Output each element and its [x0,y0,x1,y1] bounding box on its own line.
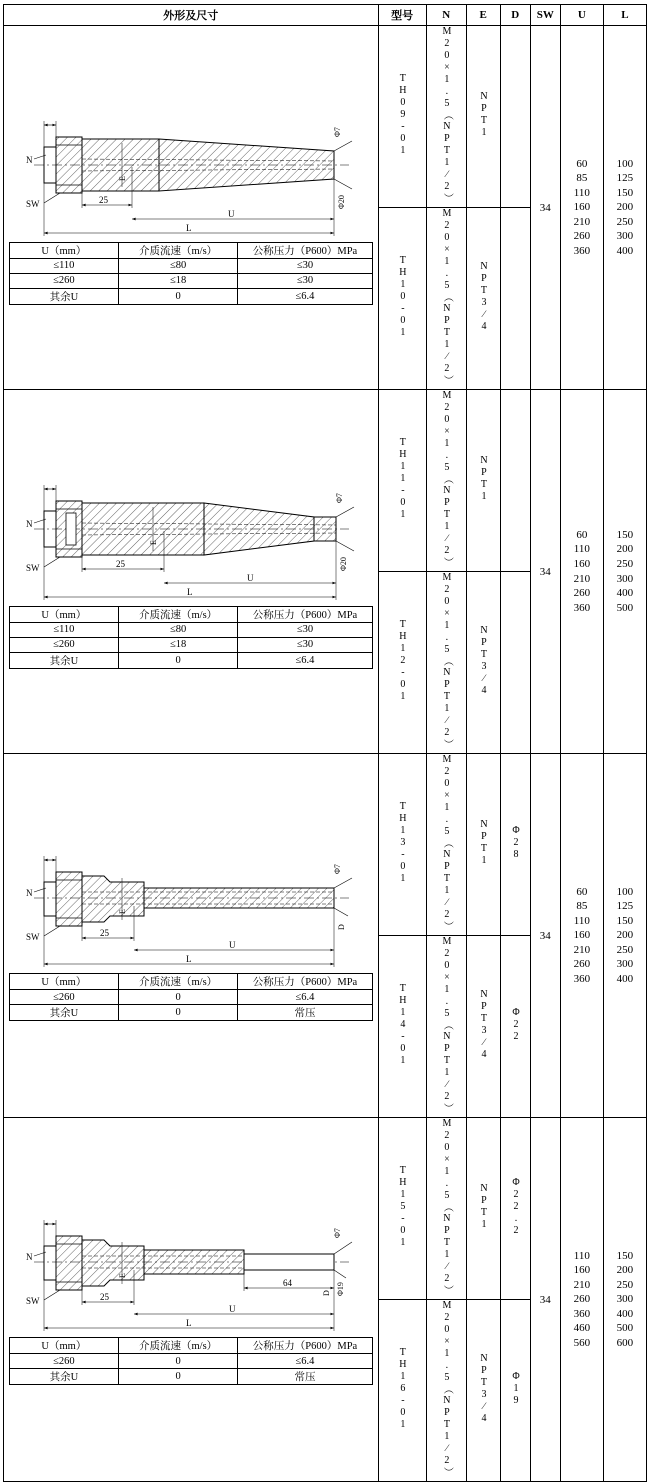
drawing-2 [4,471,378,669]
sub-pressure: ≤6.4 [238,652,372,668]
sw-value-4: 34 [530,1118,560,1482]
sw-value-3: 34 [530,754,560,1118]
sub-header-row [10,242,373,258]
sub-pressure: 常压 [238,1005,372,1021]
sub-u: ≤260 [10,637,119,652]
sub-flow: 0 [118,1354,238,1369]
model-e-1a: NPT1 [466,26,500,208]
sub-table-4 [9,1337,373,1385]
sub-col-pressure: 公称压力（P600）MPa [238,242,372,258]
sub-col-pressure: 公称压力（P600）MPa [238,606,372,622]
sub-col-u: U（mm） [10,974,119,990]
sub-u: ≤260 [10,273,119,288]
model-n-3b: M20×1.5（NPT1∕2） [426,936,466,1118]
header-e: E [466,5,500,26]
drawing-cell-3 [4,754,379,1118]
svg-text:Φ19: Φ19 [336,1282,345,1296]
sub-u: ≤260 [10,1354,119,1369]
sub-col-u: U（mm） [10,606,119,622]
model-code-4b: TH16-01 [378,1300,426,1482]
sub-pressure: ≤6.4 [238,990,372,1005]
sub-row [10,637,373,652]
header-drawing: 外形及尺寸 [4,5,379,26]
model-d-2a [500,390,530,572]
svg-text:E: E [118,1273,127,1278]
svg-text:D: D [322,1290,331,1296]
sub-pressure: ≤30 [238,258,372,273]
sub-row [10,622,373,637]
svg-text:L: L [187,586,193,597]
svg-text:Φ20: Φ20 [337,194,346,209]
svg-text:U: U [247,572,254,583]
u-values-4: 110 160 210 260 360 460 560 [560,1118,603,1482]
sub-flow: 0 [118,288,238,304]
svg-text:25: 25 [100,1292,109,1302]
model-e-4a: NPT1 [466,1118,500,1300]
model-d-4b: Φ19 [500,1300,530,1482]
svg-text:SW: SW [26,932,40,942]
model-code-3a: TH13-01 [378,754,426,936]
model-e-2a: NPT1 [466,390,500,572]
svg-text:E: E [118,175,127,181]
svg-text:E: E [149,539,158,545]
drawing-1 [4,107,378,305]
sub-row [10,1369,373,1385]
model-n-4b: M20×1.5（NPT1∕2） [426,1300,466,1482]
sub-col-u: U（mm） [10,242,119,258]
svg-text:64: 64 [283,1278,292,1288]
drawing-svg-3 [4,846,378,973]
sub-row [10,288,373,304]
model-n-4a: M20×1.5（NPT1∕2） [426,1118,466,1300]
header-d: D [500,5,530,26]
sub-col-u: U（mm） [10,1338,119,1354]
svg-text:25: 25 [100,928,109,938]
model-code-3b: TH14-01 [378,936,426,1118]
model-d-1a [500,26,530,208]
model-e-3a: NPT1 [466,754,500,936]
sub-col-pressure: 公称压力（P600）MPa [238,974,372,990]
u-values-3: 60 85 110 160 210 260 360 [560,754,603,1118]
model-d-3b: Φ22 [500,936,530,1118]
model-n-2a: M20×1.5（NPT1∕2） [426,390,466,572]
sub-flow: 0 [118,652,238,668]
sub-pressure: ≤30 [238,637,372,652]
sub-col-flow: 介质流速（m/s） [118,974,238,990]
svg-text:L: L [186,1318,192,1328]
sub-header-row [10,974,373,990]
model-n-2b: M20×1.5（NPT1∕2） [426,572,466,754]
sub-header-row [10,606,373,622]
sub-pressure: ≤30 [238,622,372,637]
header-n: N [426,5,466,26]
sub-table-2 [9,606,373,669]
sub-table-1 [9,242,373,305]
sub-row [10,1005,373,1021]
sub-col-flow: 介质流速（m/s） [118,1338,238,1354]
l-values-2: 150 200 250 300 400 500 [603,390,646,754]
l-values-1: 100 125 150 200 250 300 400 [603,26,646,390]
sub-flow: ≤80 [118,622,238,637]
sub-flow: ≤80 [118,258,238,273]
svg-text:SW: SW [26,562,40,573]
model-d-2b [500,572,530,754]
sub-flow: ≤18 [118,637,238,652]
page [0,4,650,1478]
svg-text:N: N [26,888,33,898]
sub-row [10,273,373,288]
model-code-1b: TH10-01 [378,208,426,390]
header-model: 型号 [378,5,426,26]
svg-text:SW: SW [26,1296,40,1306]
drawing-svg-2 [4,471,378,606]
table-row [4,1118,647,1300]
sub-pressure: ≤6.4 [238,288,372,304]
sub-pressure: 常压 [238,1369,372,1385]
model-e-1b: NPT3∕4 [466,208,500,390]
model-e-4b: NPT3∕4 [466,1300,500,1482]
u-values-1: 60 85 110 160 210 260 360 [560,26,603,390]
svg-text:25: 25 [99,194,108,205]
svg-text:Φ20: Φ20 [339,556,348,571]
sub-u: 其余U [10,1369,119,1385]
header-sw: SW [530,5,560,26]
model-e-3b: NPT3∕4 [466,936,500,1118]
sub-pressure: ≤30 [238,273,372,288]
u-values-2: 60 110 160 210 260 360 [560,390,603,754]
l-values-4: 150 200 250 300 400 500 600 [603,1118,646,1482]
sub-flow: 0 [118,1369,238,1385]
svg-text:D: D [337,924,346,930]
svg-text:U: U [228,208,235,219]
sub-col-flow: 介质流速（m/s） [118,242,238,258]
sub-col-flow: 介质流速（m/s） [118,606,238,622]
svg-text:Φ7: Φ7 [333,1228,342,1238]
sw-value-2: 34 [530,390,560,754]
sub-row [10,1354,373,1369]
drawing-cell-1 [4,26,379,390]
sw-value-1: 34 [530,26,560,390]
table-header-row [4,5,647,26]
svg-text:L: L [186,954,192,964]
sub-flow: 0 [118,1005,238,1021]
sub-row [10,652,373,668]
sub-u: 其余U [10,288,119,304]
svg-text:SW: SW [26,198,40,209]
table-row [4,390,647,572]
l-values-3: 100 125 150 200 250 300 400 [603,754,646,1118]
sub-u: 其余U [10,1005,119,1021]
sub-header-row [10,1338,373,1354]
header-u: U [560,5,603,26]
model-code-1a: TH09-01 [378,26,426,208]
svg-text:N: N [26,1252,33,1262]
table-row [4,26,647,208]
svg-text:Φ7: Φ7 [333,864,342,874]
model-d-4a: Φ22.2 [500,1118,530,1300]
svg-text:U: U [229,1304,236,1314]
model-code-2b: TH12-01 [378,572,426,754]
drawing-cell-2 [4,390,379,754]
model-n-3a: M20×1.5（NPT1∕2） [426,754,466,936]
svg-text:25: 25 [116,558,125,569]
svg-text:N: N [26,154,33,165]
model-code-4a: TH15-01 [378,1118,426,1300]
sub-row [10,990,373,1005]
model-e-2b: NPT3∕4 [466,572,500,754]
sub-pressure: ≤6.4 [238,1354,372,1369]
model-d-1b [500,208,530,390]
sub-flow: ≤18 [118,273,238,288]
model-n-1a: M20×1.5（NPT1∕2） [426,26,466,208]
header-l: L [603,5,646,26]
svg-text:E: E [118,909,127,914]
table-row [4,754,647,936]
spec-table [3,4,647,1482]
sub-u: ≤110 [10,622,119,637]
drawing-3 [4,846,378,1021]
sub-col-pressure: 公称压力（P600）MPa [238,1338,372,1354]
sub-u: 其余U [10,652,119,668]
sub-table-3 [9,973,373,1021]
drawing-svg-4 [4,1210,378,1337]
model-code-2a: TH11-01 [378,390,426,572]
model-d-3a: Φ28 [500,754,530,936]
drawing-4 [4,1210,378,1385]
svg-text:N: N [26,518,33,529]
svg-text:L: L [186,222,192,233]
svg-text:Φ7: Φ7 [333,126,342,137]
sub-u: ≤110 [10,258,119,273]
svg-text:Φ7: Φ7 [335,492,344,503]
sub-flow: 0 [118,990,238,1005]
sub-u: ≤260 [10,990,119,1005]
drawing-cell-4 [4,1118,379,1482]
sub-row [10,258,373,273]
model-n-1b: M20×1.5（NPT1∕2） [426,208,466,390]
drawing-svg-1 [4,107,378,242]
svg-text:U: U [229,940,236,950]
